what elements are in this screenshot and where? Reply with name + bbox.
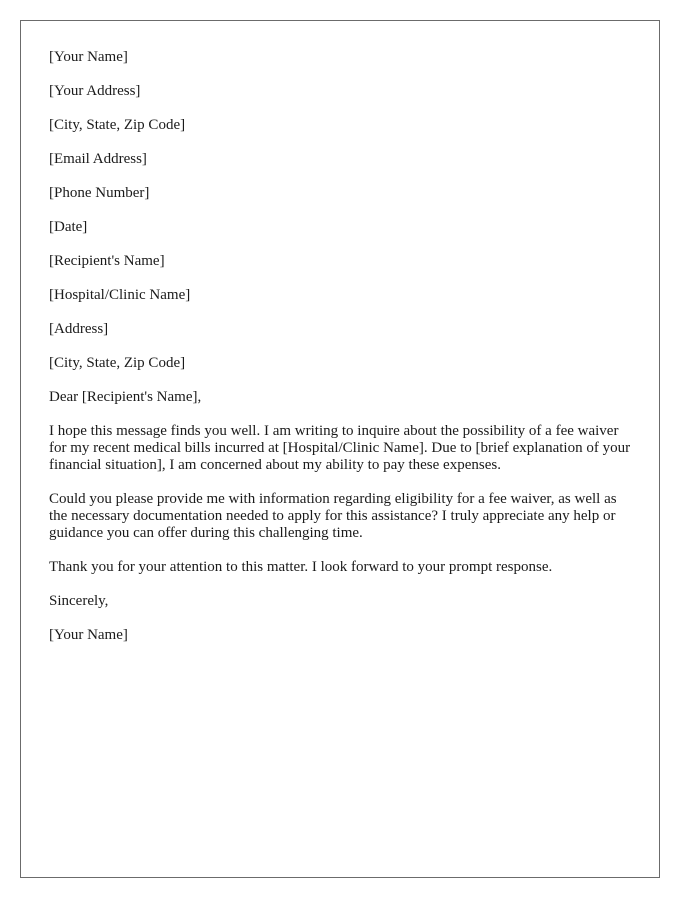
sender-email: [Email Address] — [49, 151, 147, 167]
body-paragraph-2: Could you please provide me with information regarding eligibility for a fee waiver, as well as the necessary documentation needed to apply for this assistance? I truly appreciate any help or guidance you can offer during this challenging time. — [49, 491, 617, 541]
recipient-city-state-zip: [City, State, Zip Code] — [49, 355, 186, 371]
closing: Sincerely, — [49, 593, 109, 609]
body-paragraph-1: I hope this message finds you well. I am writing to inquire about the possibility of a fee waiver for my recent medical bills incurred at [Hospital/Clinic Name]. Due to [brief explanation of your financial situation], I am concerned about my ability to pay these expenses. — [49, 423, 631, 473]
sender-phone: [Phone Number] — [49, 185, 150, 201]
salutation: Dear [Recipient's Name], — [49, 389, 202, 405]
sender-city-state-zip: [City, State, Zip Code] — [49, 117, 186, 133]
recipient-organization: [Hospital/Clinic Name] — [49, 287, 191, 303]
body-paragraph-3: Thank you for your attention to this matter. I look forward to your prompt response. — [49, 559, 553, 575]
letter-page — [20, 20, 660, 878]
letter-date: [Date] — [49, 219, 88, 235]
signature: [Your Name] — [49, 627, 128, 643]
recipient-address: [Address] — [49, 321, 109, 337]
recipient-name: [Recipient's Name] — [49, 253, 165, 269]
letter-content — [49, 49, 634, 661]
sender-name: [Your Name] — [49, 49, 128, 65]
sender-address: [Your Address] — [49, 83, 141, 99]
